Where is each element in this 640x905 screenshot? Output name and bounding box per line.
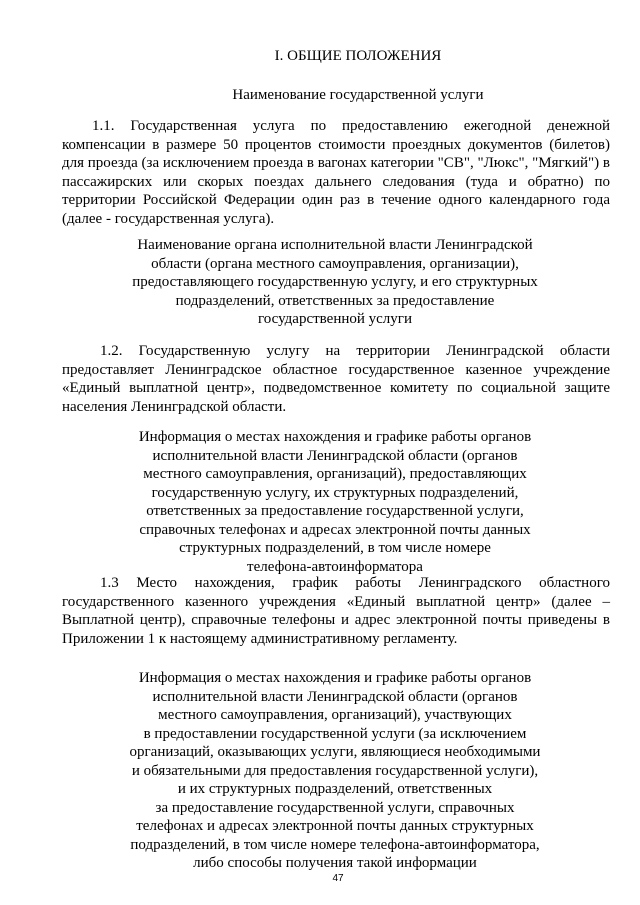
authority-heading-line: государственной услуги — [258, 311, 412, 327]
locations-heading-line: ответственных за предоставление государственной услуги, — [146, 503, 524, 519]
participants-heading-line: в предоставлении государственной услуги (за исключением — [143, 725, 527, 742]
authority-heading-line: предоставляющего государственную услугу, и его структурных — [132, 274, 538, 290]
locations-heading-line: структурных подразделений, в том числе номере — [179, 540, 491, 556]
participants-heading-line: телефонах и адресах электронной почты данных структурных — [136, 818, 534, 834]
locations-heading — [100, 428, 570, 576]
page-number: 47 — [332, 873, 344, 884]
paragraph-1-2: 1.2. Государственную услугу на территории Ленинградской области предоставляет Ленинградское областное государственное казенное учреждение «Единый выплатной центр», подведомственное комитету по социальной защите населения Ленинградской области. — [62, 343, 610, 415]
authority-heading-line: подразделений, ответственных за предоставление — [175, 292, 495, 309]
locations-heading-line: исполнительной власти Ленинградской области (органов — [152, 447, 518, 464]
paragraph-1-1: 1.1. Государственная услуга по предоставлению ежегодной денежной компенсации в размере 50 процентов стоимости проездных документов (билетов) для проезда (за исключением проезда в вагонах категории "СВ", "Люкс", "Мягкий") в пассажирских или скорых поездах дальнего следования (туда и обратно) по территории Российской Федерации один раз в течение одного календарного года (далее - государственная услуга). — [62, 118, 610, 227]
locations-heading-line: телефона-автоинформатора — [247, 558, 423, 575]
locations-heading-line: справочных телефонах и адресах электронной почты данных — [139, 521, 531, 538]
paragraph-1-3: 1.3 Место нахождения, график работы Ленинградского областного государственного казенного учреждения «Единый выплатной центр» (далее – Выплатной центр), справочные телефоны и адрес электронной почты приведены в Приложении 1 к настоящему административному регламенту. — [62, 575, 610, 647]
participants-heading-line: и их структурных подразделений, ответственных — [177, 781, 493, 797]
service-name-heading: Наименование государственной услуги — [232, 87, 484, 103]
locations-heading-line: местного самоуправления, организаций), предоставляющих — [143, 466, 527, 482]
participants-heading-line: местного самоуправления, организаций), участвующих — [158, 707, 512, 723]
participants-heading-line: подразделений, в том числе номере телефона-автоинформатора, — [130, 836, 540, 853]
authority-heading — [100, 236, 570, 329]
section-title: I. ОБЩИЕ ПОЛОЖЕНИЯ — [274, 48, 442, 64]
participants-heading-line: и обязательными для предоставления государственной услуги), — [131, 762, 539, 779]
authority-heading-line: области (органа местного самоуправления, организации), — [151, 255, 519, 272]
participants-heading-line: за предоставление государственной услуги, справочных — [155, 799, 515, 816]
participants-heading — [100, 669, 570, 873]
authority-heading-line: Наименование органа исполнительной власти Ленинградской — [137, 237, 533, 253]
participants-heading-line: организаций, оказывающих услуги, являющиеся необходимыми — [129, 744, 541, 760]
locations-heading-line: государственную услугу, их структурных подразделений, — [151, 484, 519, 501]
locations-heading-line: Информация о местах нахождения и графике работы органов — [138, 429, 532, 445]
participants-heading-line: либо способы получения такой информации — [193, 855, 477, 871]
participants-heading-line: Информация о местах нахождения и графике работы органов — [138, 670, 532, 686]
participants-heading-line: исполнительной власти Ленинградской области (органов — [152, 688, 518, 705]
